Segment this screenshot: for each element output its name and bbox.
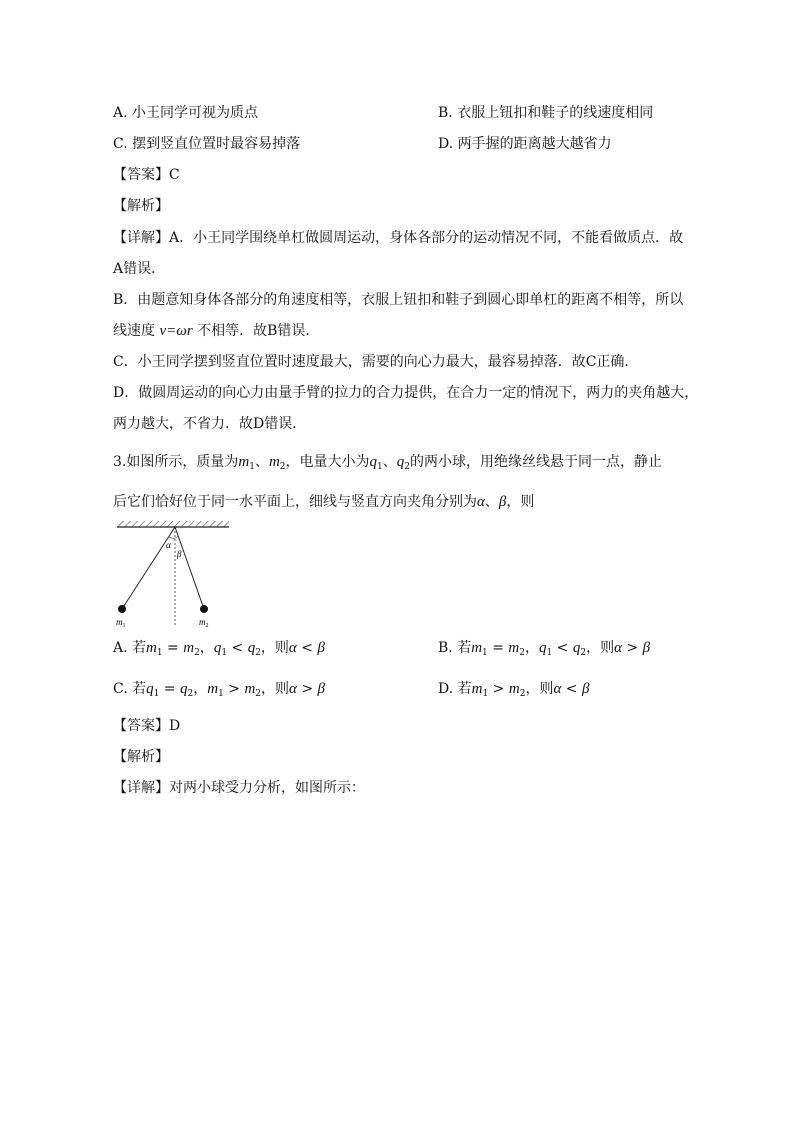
m2-label: $m_2$ (199, 617, 209, 629)
q2-b-line1: B．由题意知身体各部分的角速度相等，衣服上钮扣和鞋子到圆心即单杠的距离不相等，所以 (113, 292, 684, 308)
q2-analysis-heading: 【解析】 (113, 198, 169, 214)
q3-option-b: B. 若$m_1 = m_2$，$q_1 < q_2$，则α > β (438, 640, 651, 658)
q3-option-c: C. 若$q_1 = q_2$，$m_1 > m_2$，则α > β (113, 681, 326, 699)
q3-analysis-heading: 【解析】 (113, 749, 169, 765)
angle-arc (169, 536, 178, 538)
q2-option-d: D. 两手握的距离越大越省力 (438, 136, 612, 152)
q3-detail: 【详解】对两小球受力分析，如图所示： (113, 780, 365, 796)
q3-option-d: D. 若$m_1 > m_2$，则α < β (438, 681, 590, 699)
q2-detail-line1: 【详解】A．小王同学围绕单杠做圆周运动，身体各部分的运动情况不同，不能看做质点．故 (113, 230, 684, 246)
ball-m2 (200, 605, 208, 613)
ceiling-hatch (117, 521, 229, 527)
q2-detail-line2: A错误． (113, 261, 166, 277)
q3-stem-line2: 后它们恰好位于同一水平面上，细线与竖直方向夹角分别为α、β，则 (113, 494, 535, 510)
string-m2 (175, 527, 204, 609)
q3-answer: 【答案】D (113, 718, 181, 734)
q2-d-line2: 两力越大，不省力．故D错误． (113, 416, 307, 432)
q2-b-line2: 线速度 v=ωr 不相等．故B错误． (113, 323, 320, 339)
q2-option-b: B. 衣服上钮扣和鞋子的线速度相同 (438, 105, 654, 121)
q2-option-a: A. 小王同学可视为质点 (113, 105, 259, 121)
beta-label: β (177, 549, 182, 559)
alpha-label: α (166, 540, 171, 550)
q3-stem-line1: 3.如图所示，质量为$m_1$、$m_2$，电量大小为$q_1$、$q_2$的两小球，用绝缘丝线悬于同一点，静止 (113, 454, 662, 472)
q3-option-a: A. 若$m_1 = m_2$，$q_1 < q_2$，则α < β (113, 640, 325, 658)
q2-d-line1: D．做圆周运动的向心力由量手臂的拉力的合力提供，在合力一定的情况下，两力的夹角越大， (113, 385, 699, 401)
q2-option-c: C. 摆到竖直位置时最容易掉落 (113, 136, 301, 152)
q2-answer: 【答案】C (113, 167, 180, 183)
ball-m1 (118, 605, 126, 613)
velocity-formula: v=ωr (159, 323, 193, 339)
m1-label: $m_1$ (116, 617, 126, 629)
q2-c-line: C．小王同学摆到竖直位置时速度最大，需要的向心力最大，最容易掉落．故C正确． (113, 354, 639, 370)
pendulum-figure (112, 518, 242, 630)
